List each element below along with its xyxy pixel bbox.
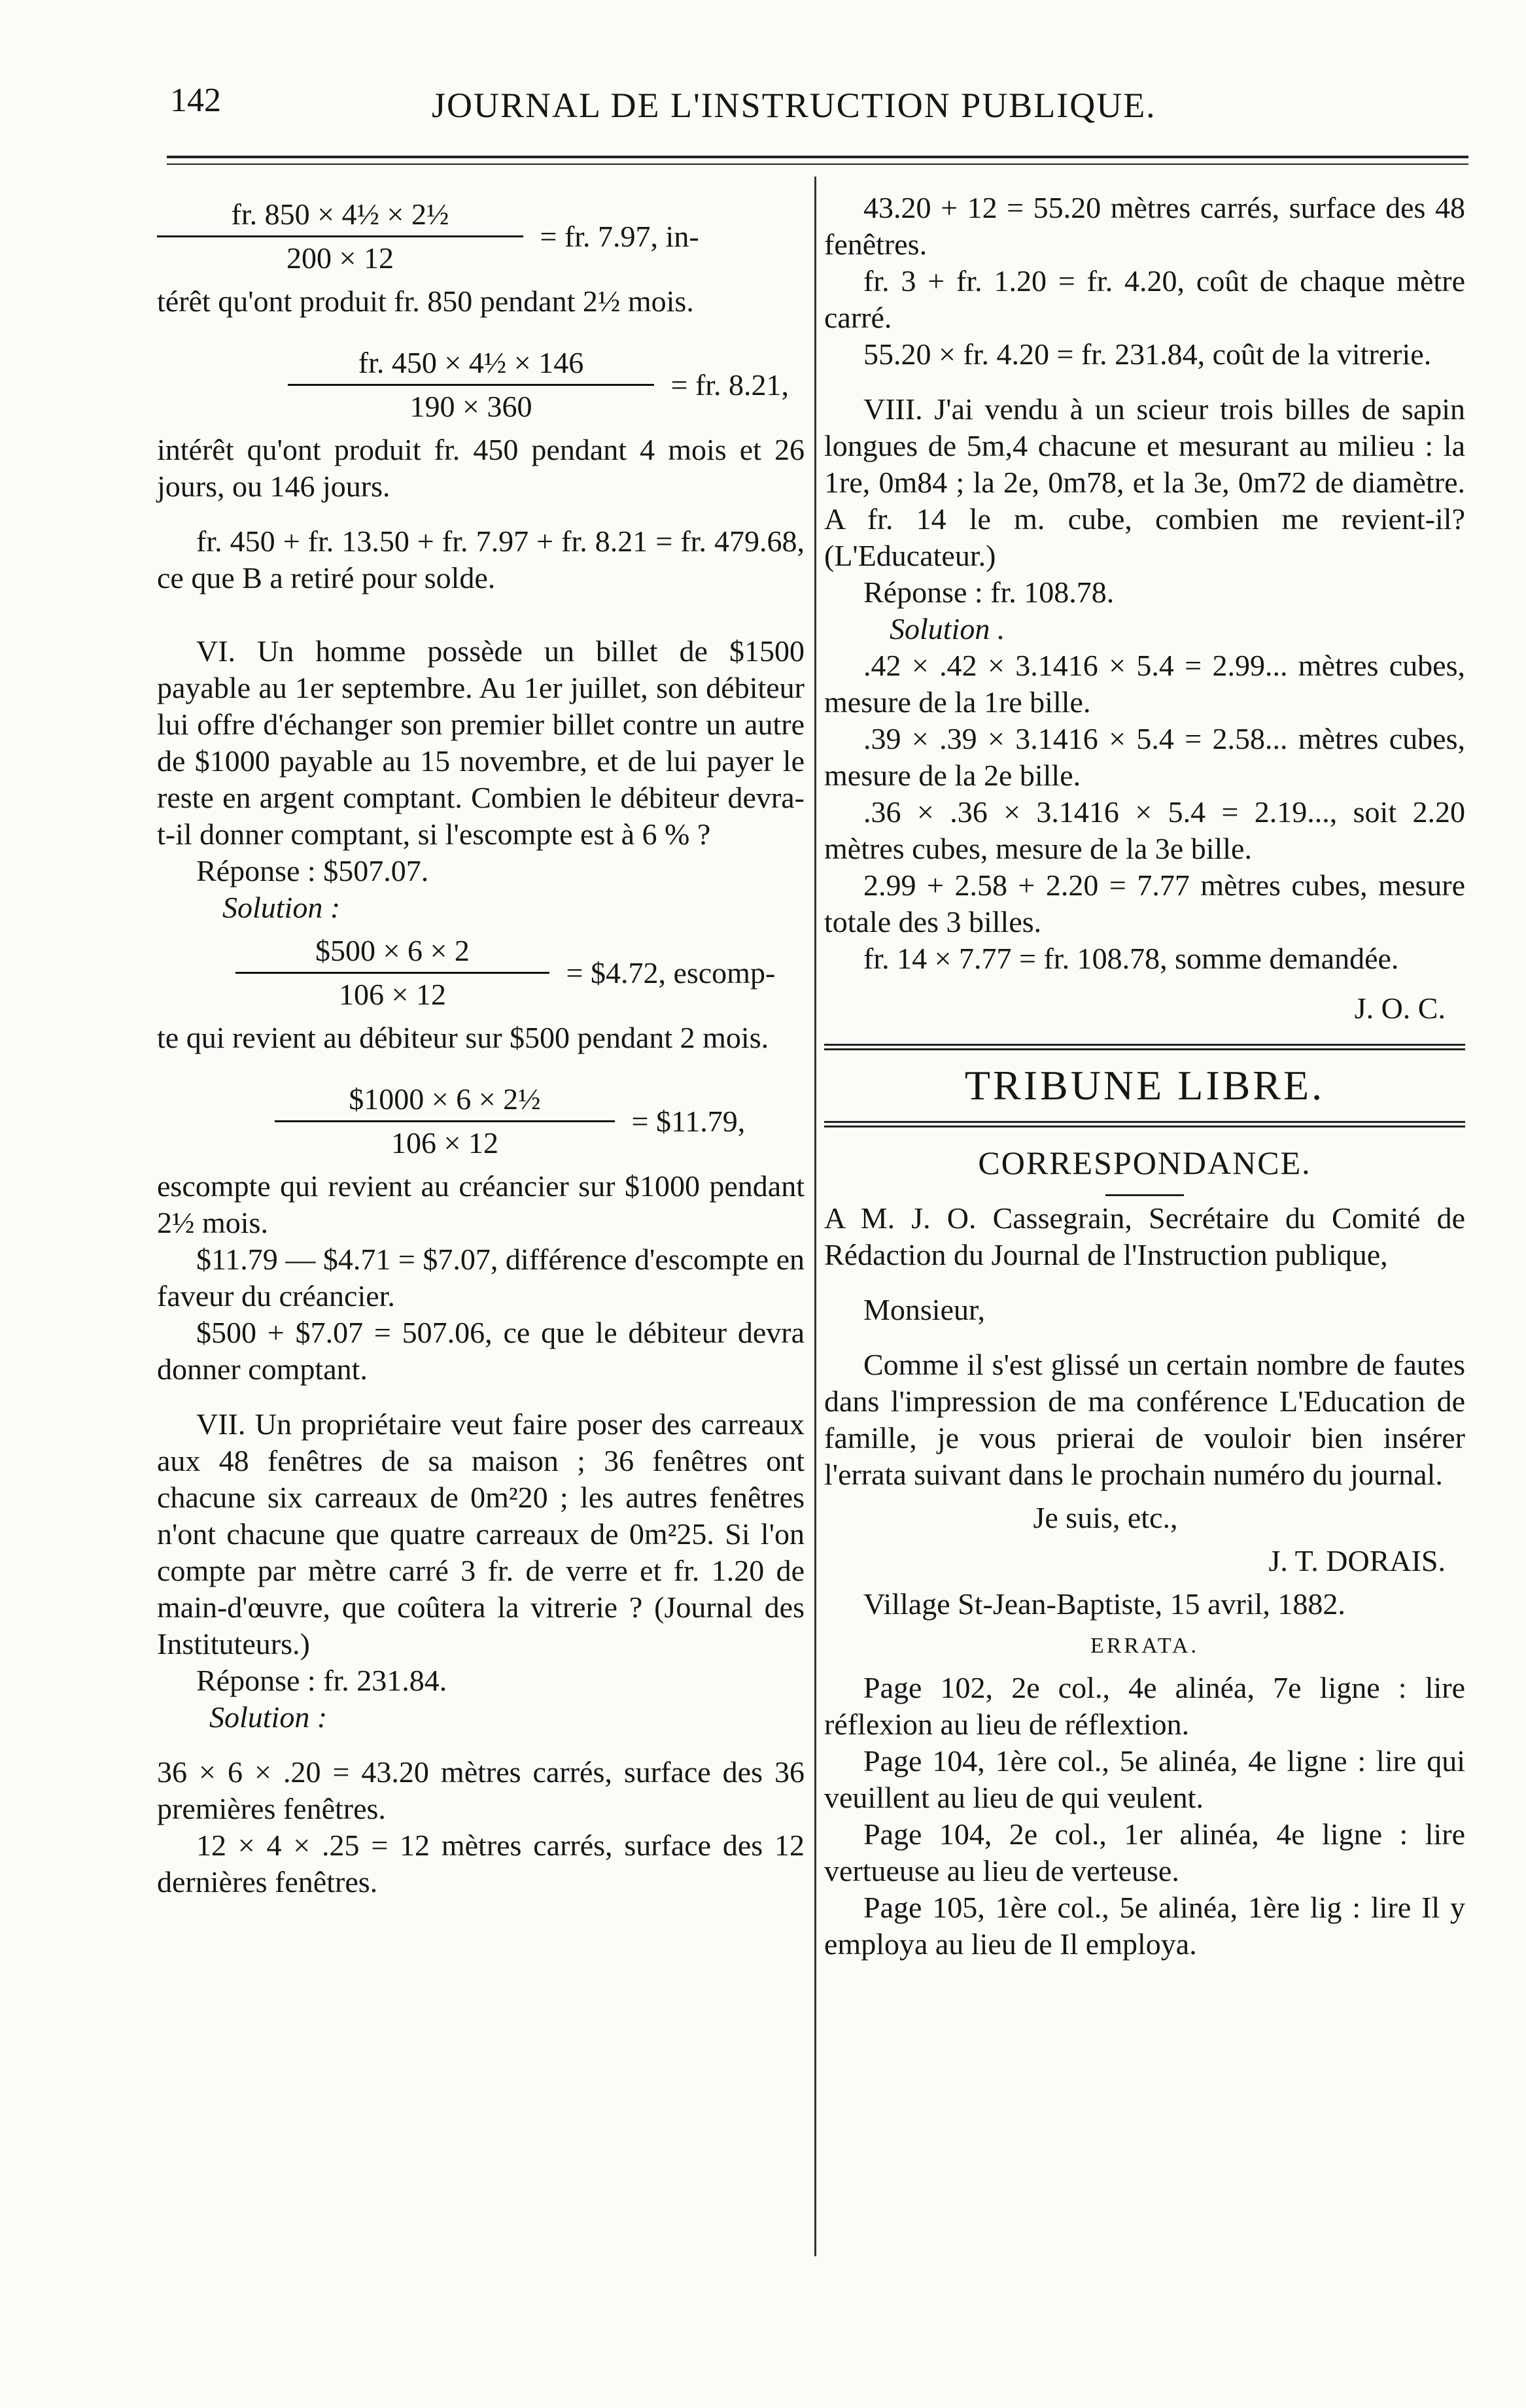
- solution-label: Solution .: [890, 612, 1005, 645]
- solution-label: Solution :: [222, 891, 341, 924]
- formula-4: [157, 1081, 805, 1161]
- fraction-denominator: 106 × 12: [391, 1126, 498, 1160]
- problem-vii: VII. Un propriétaire veut faire poser des carreaux aux 48 fenêtres de sa maison ; 36 fenêtres ont chacune six carreaux de 0m²20 ; les autres fenêtres n'ont chacune que quatre carreaux de 0m²25. Si l'on compte par mètre carré 3 fr. de verre et fr. 1.20 de main-d'œuvre, que coûtera la vitrerie ? (Journal des Instituteurs.): [157, 1407, 805, 1660]
- column-divider: [814, 177, 816, 2256]
- left-column: [157, 190, 805, 1901]
- paragraph: $11.79 — $4.71 = $7.07, différence d'escompte en faveur du créancier.: [157, 1243, 805, 1313]
- paragraph: 2.99 + 2.58 + 2.20 = 7.77 mètres cubes, mesure totale des 3 billes.: [824, 869, 1465, 938]
- section-title: TRIBUNE LIBRE.: [964, 1062, 1325, 1109]
- errata-item: Page 104, 2e col., 1er alinéa, 4e ligne : lire vertueuse au lieu de verteuse.: [824, 1817, 1465, 1887]
- paragraph: fr. 450 + fr. 13.50 + fr. 7.97 + fr. 8.21 = fr. 479.68, ce que B a retiré pour solde.: [157, 525, 805, 594]
- solution-label: Solution :: [209, 1700, 328, 1734]
- errata-item: Page 102, 2e col., 4e alinéa, 7e ligne : lire réflexion au lieu de réflextion.: [824, 1671, 1465, 1741]
- address: A M. J. O. Cassegrain, Secrétaire du Comité de Rédaction du Journal de l'Instruction publique,: [824, 1201, 1465, 1271]
- closing: Je suis, etc.,: [1033, 1501, 1178, 1534]
- fraction-numerator: fr. 850 × 4½ × 2½: [231, 198, 449, 231]
- errata-item: Page 104, 1ère col., 5e alinéa, 4e ligne : lire qui veuillent au lieu de qui veulent.: [824, 1744, 1465, 1814]
- fraction-result: = $11.79,: [631, 1104, 746, 1138]
- place-date: Village St-Jean-Baptiste, 15 avril, 1882.: [863, 1587, 1345, 1621]
- subsection-title: CORRESPONDANCE.: [978, 1144, 1311, 1181]
- answer: Réponse : fr. 231.84.: [196, 1664, 447, 1697]
- running-head: JOURNAL DE L'INSTRUCTION PUBLIQUE.: [432, 86, 1156, 125]
- fraction-result: = fr. 8.21,: [670, 368, 789, 402]
- signature: J. O. C.: [1354, 991, 1446, 1025]
- letter-body: Comme il s'est glissé un certain nombre de fautes dans l'impression de ma conférence L'Education de famille, je vous prierai de vouloir bien insérer l'errata suivant dans le prochain numéro du journal.: [824, 1348, 1465, 1491]
- paragraph: 55.20 × fr. 4.20 = fr. 231.84, coût de la vitrerie.: [863, 337, 1432, 371]
- fraction-denominator: 190 × 360: [409, 390, 532, 423]
- errata-title: ERRATA.: [1090, 1634, 1199, 1658]
- paragraph: .36 × .36 × 3.1416 × 5.4 = 2.19..., soit 2.20 mètres cubes, mesure de la 3e bille.: [824, 795, 1465, 865]
- paragraph: fr. 3 + fr. 1.20 = fr. 4.20, coût de chaque mètre carré.: [824, 264, 1465, 334]
- section-rule: [824, 1044, 1465, 1050]
- paragraph: $500 + $7.07 = 507.06, ce que le débiteur devra donner comptant.: [157, 1316, 805, 1386]
- paragraph: intérêt qu'ont produit fr. 450 pendant 4 mois et 26 jours, ou 146 jours.: [157, 433, 805, 503]
- fraction-denominator: 200 × 12: [286, 241, 394, 275]
- paragraph: 43.20 + 12 = 55.20 mètres carrés, surface des 48 fenêtres.: [824, 191, 1465, 261]
- answer: Réponse : fr. 108.78.: [863, 576, 1115, 609]
- paragraph: te qui revient au débiteur sur $500 pendant 2 mois.: [157, 1021, 769, 1054]
- fraction-result: = fr. 7.97, in-: [540, 219, 699, 253]
- paragraph: fr. 14 × 7.77 = fr. 108.78, somme demandée.: [863, 942, 1399, 975]
- paragraph: escompte qui revient au créancier sur $1000 pendant 2½ mois.: [157, 1169, 805, 1239]
- paragraph: térêt qu'ont produit fr. 850 pendant 2½ mois.: [157, 284, 694, 318]
- errata-item: Page 105, 1ère col., 5e alinéa, 1ère lig : lire Il y employa au lieu de Il employa.: [824, 1891, 1465, 1961]
- formula-2: [157, 345, 805, 425]
- page-number: 142: [170, 82, 221, 119]
- right-column: [824, 190, 1465, 1963]
- problem-vi: VI. Un homme possède un billet de $1500 payable au 1er septembre. Au 1er juillet, son débiteur lui offre d'échanger son premier billet contre un autre de $1000 payable au 15 novembre, et de lui payer le reste en argent comptant. Combien le débiteur devra-t-il donner comptant, si l'escompte est à 6 % ?: [157, 634, 805, 851]
- section-rule: [824, 1121, 1465, 1127]
- paragraph: .39 × .39 × 3.1416 × 5.4 = 2.58... mètres cubes, mesure de la 2e bille.: [824, 722, 1465, 792]
- fraction-denominator: 106 × 12: [339, 978, 446, 1011]
- short-rule: [1105, 1194, 1184, 1196]
- fraction-result: = $4.72, escomp-: [566, 955, 776, 989]
- answer: Réponse : $507.07.: [196, 854, 429, 887]
- fraction-numerator: fr. 450 × 4½ × 146: [358, 346, 584, 379]
- problem-viii: VIII. J'ai vendu à un scieur trois billes de sapin longues de 5m,4 chacune et mesurant au milieu : la 1re, 0m84 ; la 2e, 0m78, et la 3e, 0m72 de diamètre. A fr. 14 le m. cube, combien me revient-il? (L'Educateur.): [824, 392, 1465, 572]
- formula-3: [157, 933, 805, 1013]
- paragraph: 12 × 4 × .25 = 12 mètres carrés, surface des 12 dernières fenêtres.: [157, 1829, 805, 1899]
- header-rule: [167, 156, 1468, 158]
- fraction-numerator: $500 × 6 × 2: [315, 934, 470, 967]
- header-rule-thin: [167, 163, 1468, 165]
- signature: J. T. DORAIS.: [1268, 1544, 1446, 1577]
- salutation: Monsieur,: [863, 1293, 985, 1326]
- formula-1: [157, 196, 805, 277]
- paragraph: .42 × .42 × 3.1416 × 5.4 = 2.99... mètres cubes, mesure de la 1re bille.: [824, 649, 1465, 719]
- fraction-numerator: $1000 × 6 × 2½: [349, 1082, 541, 1116]
- paragraph: 36 × 6 × .20 = 43.20 mètres carrés, surface des 36 premières fenêtres.: [157, 1755, 805, 1825]
